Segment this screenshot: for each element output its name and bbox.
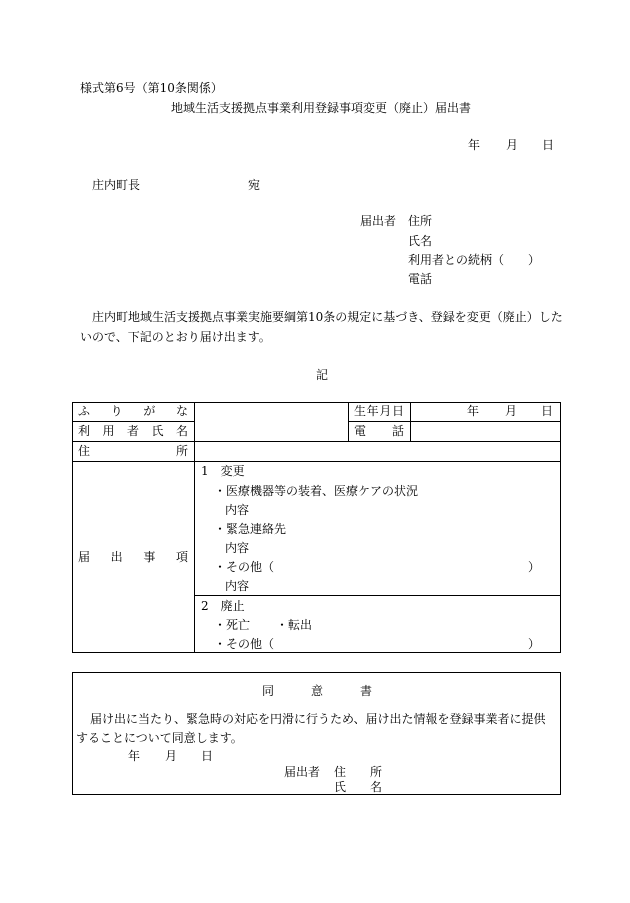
applicant-phone-label: 電話 [408, 272, 433, 286]
abolish-heading: 2 廃止 [201, 599, 245, 613]
applicant-relation-label: 利用者との続柄（ ） [408, 253, 541, 267]
consent-text-line2: することについて同意します。 [76, 731, 243, 745]
date-day: 日 [542, 138, 555, 152]
change-item-other: ・その他（ [214, 560, 275, 574]
body-text-line2: いので、下記のとおり届け出ます。 [80, 330, 271, 344]
consent-date-day: 日 [201, 749, 214, 763]
change-item-medical: ・医療機器等の装着、医療ケアの状況 [214, 484, 419, 498]
date-month: 月 [506, 138, 519, 152]
consent-text-line1: 届け出に当たり、緊急時の対応を円滑に行うため、届け出た情報を登録事業者に提供 [90, 712, 546, 726]
change-item-contact: ・緊急連絡先 [214, 522, 287, 536]
consent-applicant-label: 届出者 [284, 765, 321, 779]
change-heading: 1 変更 [201, 464, 245, 478]
furigana-label: ふ り が な [78, 404, 188, 418]
details-table [72, 402, 561, 653]
change-item-other-close: ） [528, 560, 541, 574]
consent-date-month: 月 [165, 749, 178, 763]
date-year: 年 [468, 138, 481, 152]
consent-address-label: 住 所 [334, 765, 382, 779]
consent-date-year: 年 [128, 749, 141, 763]
consent-name-label: 氏 名 [334, 780, 382, 794]
birthdate-month: 月 [505, 404, 518, 418]
matters-label: 届 出 事 項 [78, 550, 188, 564]
consent-title: 同 意 書 [262, 684, 372, 698]
applicant-address-label: 住所 [408, 214, 433, 228]
addressee-name: 庄内町長 [92, 178, 141, 192]
applicant-name-label: 氏名 [408, 234, 433, 248]
abolish-other: ・その他（ [214, 637, 275, 651]
birthdate-year: 年 [467, 404, 480, 418]
birthdate-label: 生 年 月 日 [354, 404, 404, 418]
change-item-medical-content: 内容 [225, 503, 250, 517]
change-item-other-content: 内容 [225, 579, 250, 593]
birthdate-day: 日 [541, 404, 554, 418]
body-text-line1: 庄内町地域生活支援拠点事業実施要綱第10条の規定に基づき、登録を変更（廃止）した [92, 310, 563, 324]
document-title: 地域生活支援拠点事業利用登録事項変更（廃止）届出書 [171, 101, 472, 115]
address-label: 住 所 [78, 444, 188, 458]
user-name-label: 利 用 者 氏 名 [78, 424, 188, 438]
ki-heading: 記 [316, 368, 329, 382]
abolish-moved: ・転出 [276, 618, 313, 632]
change-item-contact-content: 内容 [225, 541, 250, 555]
addressee-suffix: 宛 [248, 178, 261, 192]
applicant-label: 届出者 [360, 214, 397, 228]
phone-label: 電 話 [354, 424, 404, 438]
abolish-death: ・死亡 [214, 618, 251, 632]
abolish-other-close: ） [528, 637, 541, 651]
form-number: 様式第6号（第10条関係） [80, 81, 223, 95]
